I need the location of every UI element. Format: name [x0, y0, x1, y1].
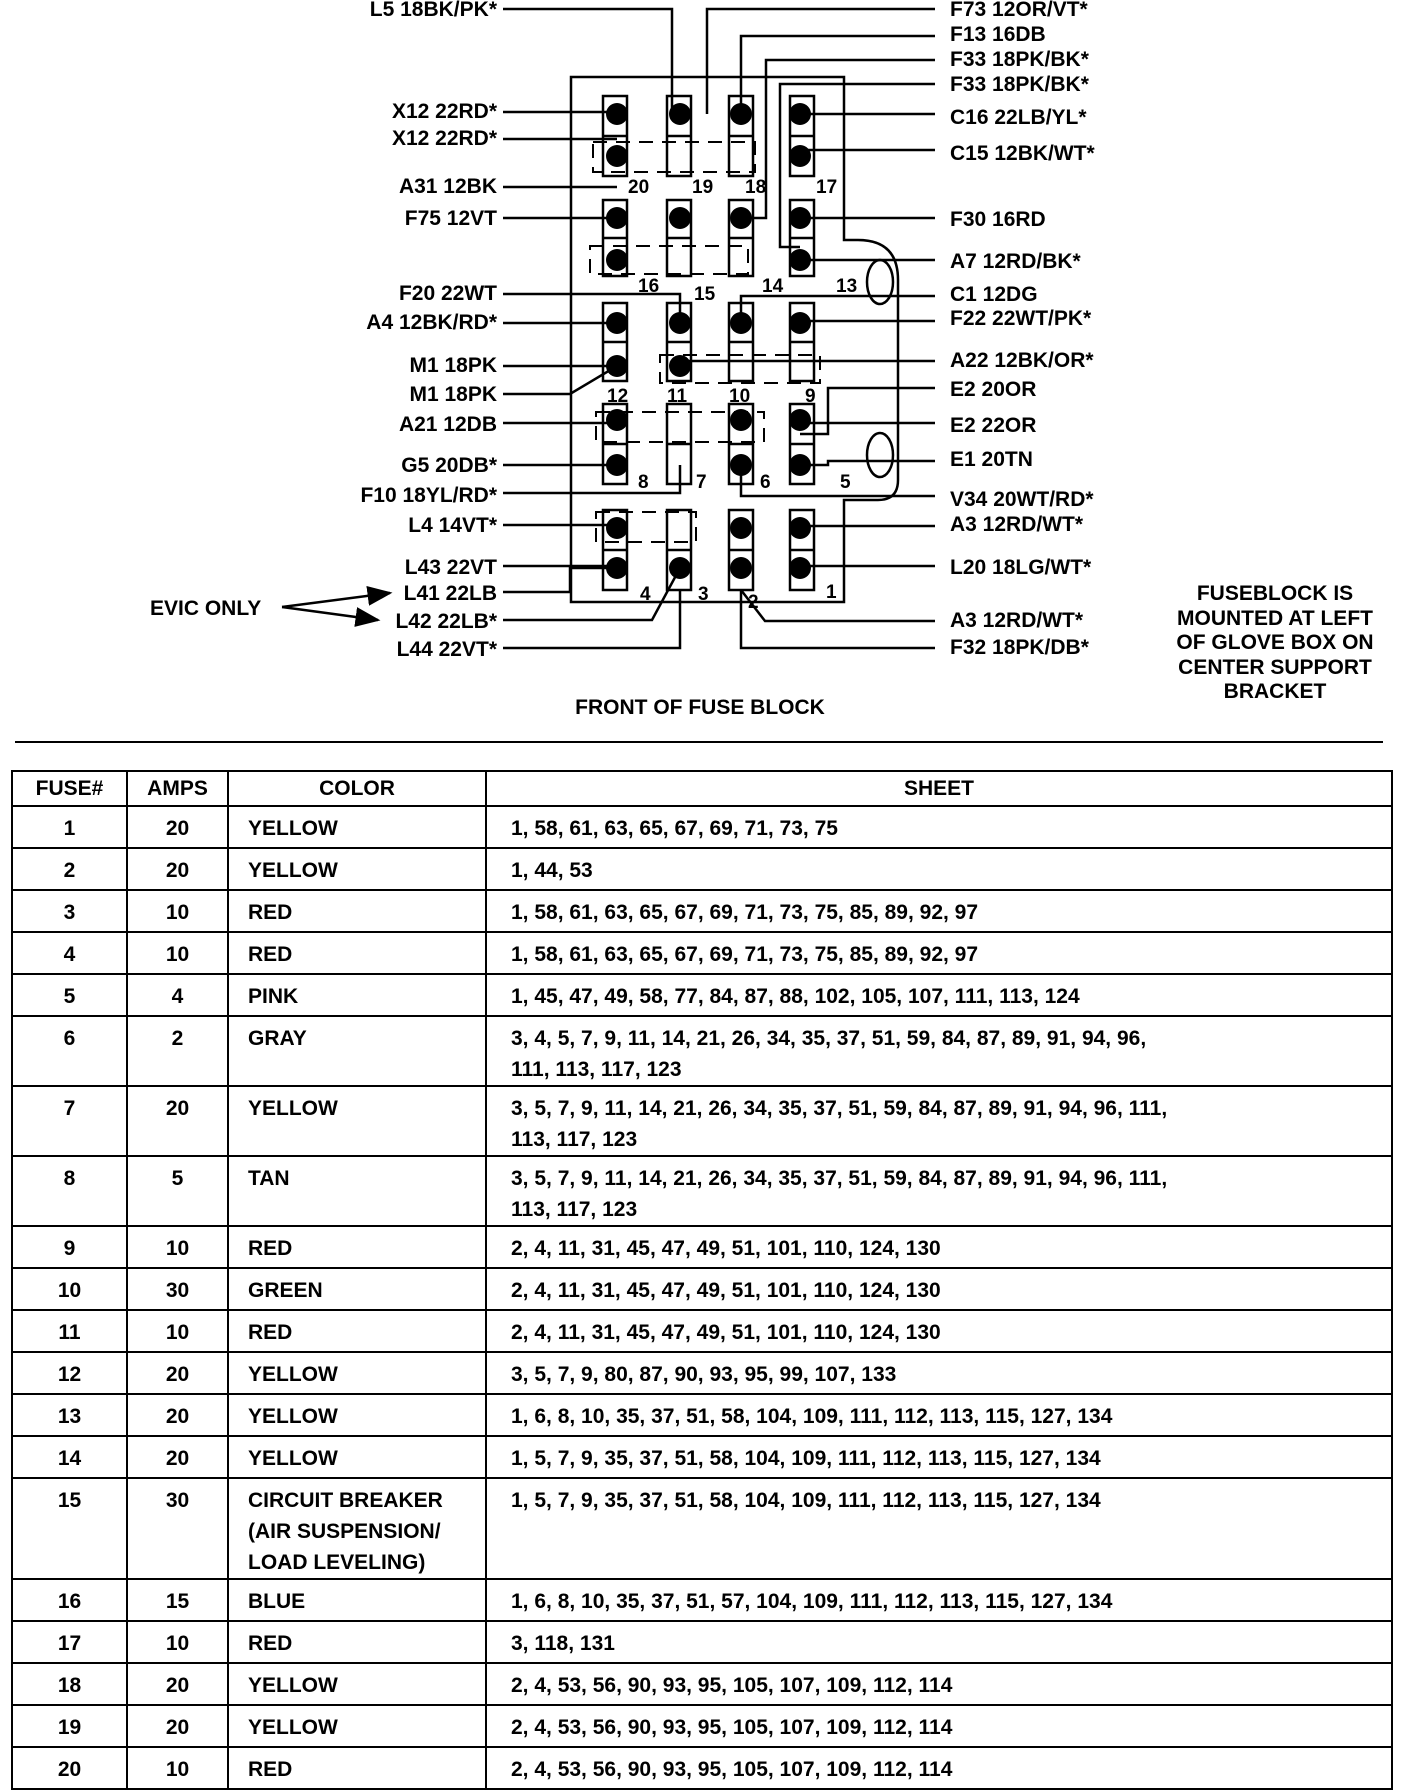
table-header-row — [12, 771, 1392, 806]
sheet-text: 1, 6, 8, 10, 35, 37, 51, 58, 104, 109, 111, 112, 113, 115, 127, 134 — [511, 1405, 1113, 1428]
wire-label-c1: C1 12DG — [950, 283, 1038, 306]
sheet-text: 1, 5, 7, 9, 35, 37, 51, 58, 104, 109, 111, 112, 113, 115, 127, 134 — [511, 1447, 1101, 1470]
sheet-text: 2, 4, 53, 56, 90, 93, 95, 105, 107, 109, 112, 114 — [511, 1716, 953, 1739]
color-cell — [228, 1579, 486, 1621]
color-cell — [228, 1663, 486, 1705]
sheet-text: 2, 4, 11, 31, 45, 47, 49, 51, 101, 110, 124, 130 — [511, 1321, 941, 1344]
color-cell — [228, 1705, 486, 1747]
wire-label-a7: A7 12RD/BK* — [950, 250, 1081, 273]
wire-label-c15: C15 12BK/WT* — [950, 142, 1095, 165]
section-divider — [15, 741, 1383, 743]
table-row — [12, 1016, 1392, 1086]
wire-label-l5: L5 18BK/PK* — [369, 0, 497, 21]
terminal-dot — [669, 355, 691, 377]
terminal-dot — [669, 312, 691, 334]
evic-only-callout — [150, 593, 390, 620]
fuse-number-cell: 4 — [12, 932, 127, 974]
header-color: COLOR — [228, 771, 486, 806]
sheet-cell — [486, 1156, 1392, 1226]
wire-lead — [741, 590, 935, 648]
wire-label-f33a: F33 18PK/BK* — [950, 48, 1089, 71]
wire-label-l44: L44 22VT* — [396, 638, 497, 661]
wire-label-l43: L43 22VT — [404, 556, 497, 579]
sheet-cell — [486, 1663, 1392, 1705]
wire-label-a3a: A3 12RD/WT* — [950, 513, 1084, 536]
header-fuse: FUSE# — [12, 771, 127, 806]
fuse-number-20: 20 — [628, 177, 650, 198]
mounting-note-line: FUSEBLOCK IS — [1196, 582, 1354, 605]
wire-lead — [741, 590, 935, 621]
sheet-cell — [486, 1747, 1392, 1789]
terminal-dot — [606, 454, 628, 476]
table-row — [12, 1705, 1392, 1747]
table-row — [12, 1621, 1392, 1663]
color-text: YELLOW — [248, 1674, 338, 1697]
wire-label-m1a: M1 18PK — [409, 354, 497, 377]
fuse-number-16: 16 — [638, 276, 660, 297]
color-text: CIRCUIT BREAKER — [248, 1489, 443, 1512]
wire-label-l4: L4 14VT* — [408, 514, 497, 537]
terminal-dot — [730, 557, 752, 579]
wire-label-l20: L20 18LG/WT* — [950, 556, 1092, 579]
table-row — [12, 1086, 1392, 1156]
sheet-text: 1, 45, 47, 49, 58, 77, 84, 87, 88, 102, 105, 107, 111, 113, 124 — [511, 985, 1080, 1008]
mounting-note — [1150, 582, 1400, 705]
terminal-dot — [606, 517, 628, 539]
amps-cell: 4 — [127, 974, 228, 1016]
amps-cell: 10 — [127, 1226, 228, 1268]
amps-cell: 10 — [127, 890, 228, 932]
wire-label-l42: L42 22LB* — [395, 610, 497, 633]
table-row — [12, 1747, 1392, 1789]
table-row — [12, 1579, 1392, 1621]
sheet-text: 3, 5, 7, 9, 11, 14, 21, 26, 34, 35, 37, 51, 59, 84, 87, 89, 91, 94, 96, 111, — [511, 1097, 1168, 1120]
table-row — [12, 932, 1392, 974]
terminal-dot — [789, 249, 811, 271]
sheet-text: 1, 5, 7, 9, 35, 37, 51, 58, 104, 109, 111, 112, 113, 115, 127, 134 — [511, 1489, 1101, 1512]
wire-label-a22: A22 12BK/OR* — [950, 349, 1094, 372]
fuse-number-cell: 8 — [12, 1156, 127, 1226]
fuse-number-cell: 12 — [12, 1352, 127, 1394]
fuse-number-4: 4 — [640, 584, 651, 605]
wire-label-a4: A4 12BK/RD* — [366, 311, 497, 334]
header-amps: AMPS — [127, 771, 228, 806]
fuse-number-cell: 19 — [12, 1705, 127, 1747]
sheet-text: 1, 58, 61, 63, 65, 67, 69, 71, 73, 75 — [511, 817, 838, 840]
color-text: RED — [248, 1321, 293, 1344]
amps-cell: 20 — [127, 1663, 228, 1705]
wire-label-f13: F13 16DB — [950, 23, 1046, 46]
fuse-number-11: 11 — [667, 386, 688, 407]
fuse-number-cell: 11 — [12, 1310, 127, 1352]
sheet-text: 1, 44, 53 — [511, 859, 593, 882]
evic-only-label: EVIC ONLY — [150, 597, 262, 620]
terminal-dot — [789, 557, 811, 579]
fuse-number-cell: 5 — [12, 974, 127, 1016]
sheet-text: 3, 118, 131 — [511, 1632, 615, 1655]
sheet-cell — [486, 1016, 1392, 1086]
color-cell — [228, 1436, 486, 1478]
sheet-cell — [486, 1621, 1392, 1663]
table-row — [12, 974, 1392, 1016]
sheet-text: 1, 58, 61, 63, 65, 67, 69, 71, 73, 75, 85, 89, 92, 97 — [511, 943, 979, 966]
sheet-cell — [486, 1394, 1392, 1436]
color-cell — [228, 1156, 486, 1226]
wire-label-f20: F20 22WT — [398, 282, 497, 305]
sheet-cell — [486, 1579, 1392, 1621]
terminal-dot — [730, 454, 752, 476]
wire-lead — [503, 366, 617, 394]
color-cell — [228, 1226, 486, 1268]
terminal-dot — [789, 517, 811, 539]
color-text: YELLOW — [248, 1363, 338, 1386]
terminal-dot — [730, 207, 752, 229]
sheet-text: 2, 4, 11, 31, 45, 47, 49, 51, 101, 110, 124, 130 — [511, 1279, 941, 1302]
sheet-cell — [486, 932, 1392, 974]
color-cell — [228, 848, 486, 890]
color-text: RED — [248, 1237, 293, 1260]
sheet-cell — [486, 1268, 1392, 1310]
fuse-number-cell: 1 — [12, 806, 127, 848]
sheet-cell — [486, 1086, 1392, 1156]
table-row — [12, 1156, 1392, 1226]
table-row — [12, 806, 1392, 848]
wire-lead — [503, 294, 680, 323]
wire-label-x12a: X12 22RD* — [391, 100, 497, 123]
wire-label-a3b: A3 12RD/WT* — [950, 609, 1084, 632]
terminal-dot — [606, 103, 628, 125]
color-cell — [228, 1394, 486, 1436]
terminal-dot — [789, 454, 811, 476]
color-text: GRAY — [248, 1027, 307, 1050]
fuse-number-cell: 15 — [12, 1478, 127, 1579]
color-text: RED — [248, 943, 293, 966]
color-text: YELLOW — [248, 817, 338, 840]
terminal-dot — [730, 517, 752, 539]
color-text: RED — [248, 1632, 293, 1655]
amps-cell: 10 — [127, 932, 228, 974]
fuse-number-cell: 9 — [12, 1226, 127, 1268]
table-row — [12, 890, 1392, 932]
wire-lead — [741, 36, 935, 114]
wire-label-f22: F22 22WT/PK* — [950, 307, 1092, 330]
table-row — [12, 1226, 1392, 1268]
fuse-number-cell: 7 — [12, 1086, 127, 1156]
color-text: YELLOW — [248, 859, 338, 882]
fuse-number-cell: 17 — [12, 1621, 127, 1663]
color-text: (AIR SUSPENSION/ — [248, 1520, 441, 1543]
amps-cell: 10 — [127, 1747, 228, 1789]
fuse-number-13: 13 — [836, 276, 858, 297]
table-row — [12, 1394, 1392, 1436]
fuse-number-8: 8 — [638, 472, 649, 493]
fuse-table — [11, 770, 1393, 1790]
color-cell — [228, 1352, 486, 1394]
color-cell — [228, 1016, 486, 1086]
wire-label-v34: V34 20WT/RD* — [950, 488, 1094, 511]
fuse-number-cell: 16 — [12, 1579, 127, 1621]
amps-cell: 20 — [127, 1352, 228, 1394]
wire-label-m1b: M1 18PK — [409, 383, 497, 406]
wire-label-e2a: E2 20OR — [950, 378, 1037, 401]
mounting-note-line: CENTER SUPPORT — [1178, 655, 1372, 679]
sheet-cell — [486, 1310, 1392, 1352]
amps-cell: 10 — [127, 1310, 228, 1352]
wire-label-a21: A21 12DB — [398, 413, 497, 436]
sheet-text: 2, 4, 53, 56, 90, 93, 95, 105, 107, 109, 112, 114 — [511, 1758, 953, 1781]
fuse-number-14: 14 — [762, 276, 784, 297]
fuse-number-5: 5 — [840, 472, 851, 493]
amps-cell: 30 — [127, 1268, 228, 1310]
terminal-dot — [730, 409, 752, 431]
terminal-dot — [789, 409, 811, 431]
color-text: YELLOW — [248, 1447, 338, 1470]
color-text: RED — [248, 901, 293, 924]
sheet-text: 1, 58, 61, 63, 65, 67, 69, 71, 73, 75, 85, 89, 92, 97 — [511, 901, 979, 924]
terminal-dot — [789, 207, 811, 229]
terminal-dot — [789, 145, 811, 167]
color-text: GREEN — [248, 1279, 323, 1302]
color-cell — [228, 932, 486, 974]
sheet-text: 3, 4, 5, 7, 9, 11, 14, 21, 26, 34, 35, 37, 51, 59, 84, 87, 89, 91, 94, 96, — [511, 1027, 1147, 1050]
terminal-dot — [669, 103, 691, 125]
color-text: PINK — [248, 985, 299, 1008]
color-text: YELLOW — [248, 1405, 338, 1428]
fuse-number-cell: 2 — [12, 848, 127, 890]
color-text: LOAD LEVELING) — [248, 1551, 426, 1574]
color-cell — [228, 1310, 486, 1352]
table-row — [12, 1268, 1392, 1310]
color-text: BLUE — [248, 1590, 306, 1613]
color-cell — [228, 806, 486, 848]
amps-cell: 20 — [127, 1436, 228, 1478]
terminal-dot — [730, 312, 752, 334]
table-row — [12, 1663, 1392, 1705]
table-row — [12, 1310, 1392, 1352]
mounting-note-line: BRACKET — [1223, 680, 1327, 703]
terminal-dot — [730, 103, 752, 125]
wire-lead — [503, 568, 680, 620]
fuse-number-19: 19 — [692, 177, 714, 198]
wire-label-a31: A31 12BK — [398, 175, 497, 198]
terminal-dot — [789, 312, 811, 334]
wire-label-f30: F30 16RD — [950, 208, 1046, 231]
sheet-cell — [486, 848, 1392, 890]
amps-cell: 30 — [127, 1478, 228, 1579]
header-sheet: SHEET — [486, 771, 1392, 806]
wire-label-e2b: E2 22OR — [950, 414, 1037, 437]
sheet-text: 3, 5, 7, 9, 80, 87, 90, 93, 95, 99, 107, 133 — [511, 1363, 897, 1386]
table-row — [12, 848, 1392, 890]
sheet-text: 3, 5, 7, 9, 11, 14, 21, 26, 34, 35, 37, 51, 59, 84, 87, 89, 91, 94, 96, 111, — [511, 1167, 1168, 1190]
wire-label-c16: C16 22LB/YL* — [950, 106, 1087, 129]
sheet-cell — [486, 1226, 1392, 1268]
wire-lead — [503, 568, 617, 592]
sheet-text: 113, 117, 123 — [511, 1128, 638, 1151]
table-row — [12, 1478, 1392, 1579]
color-text: YELLOW — [248, 1716, 338, 1739]
fuse-number-cell: 10 — [12, 1268, 127, 1310]
fuse-number-cell: 13 — [12, 1394, 127, 1436]
wire-lead — [800, 388, 935, 434]
color-cell — [228, 1478, 486, 1579]
terminal-dot — [669, 207, 691, 229]
sheet-cell — [486, 1705, 1392, 1747]
fuse-number-cell: 18 — [12, 1663, 127, 1705]
sheet-text: 111, 113, 117, 123 — [511, 1058, 682, 1081]
sheet-cell — [486, 1436, 1392, 1478]
wire-lead — [741, 296, 935, 323]
fuse-number-12: 12 — [607, 386, 629, 407]
sheet-text: 2, 4, 53, 56, 90, 93, 95, 105, 107, 109, 112, 114 — [511, 1674, 953, 1697]
fuse-number-3: 3 — [698, 584, 709, 605]
fuse-number-1: 1 — [826, 582, 837, 603]
sheet-text: 2, 4, 11, 31, 45, 47, 49, 51, 101, 110, 124, 130 — [511, 1237, 941, 1260]
color-cell — [228, 1268, 486, 1310]
terminal-dot — [606, 249, 628, 271]
sheet-cell — [486, 806, 1392, 848]
sheet-text: 1, 6, 8, 10, 35, 37, 51, 57, 104, 109, 111, 112, 113, 115, 127, 134 — [511, 1590, 1113, 1613]
fuse-number-cell: 6 — [12, 1016, 127, 1086]
color-cell — [228, 1621, 486, 1663]
table-row — [12, 1352, 1392, 1394]
amps-cell: 2 — [127, 1016, 228, 1086]
mounting-note-line: OF GLOVE BOX ON — [1176, 631, 1374, 654]
wire-label-x12b: X12 22RD* — [391, 127, 497, 150]
color-cell — [228, 1747, 486, 1789]
fuse-number-15: 15 — [694, 284, 716, 305]
fuse-number-9: 9 — [805, 386, 816, 407]
color-cell — [228, 974, 486, 1016]
terminal-dot — [606, 207, 628, 229]
sheet-cell — [486, 890, 1392, 932]
sheet-text: 113, 117, 123 — [511, 1198, 638, 1221]
amps-cell: 15 — [127, 1579, 228, 1621]
wire-label-f73: F73 12OR/VT* — [950, 0, 1088, 21]
fuse-number-cell: 3 — [12, 890, 127, 932]
terminal-dot — [606, 355, 628, 377]
wire-label-e1: E1 20TN — [950, 448, 1033, 471]
color-cell — [228, 890, 486, 932]
terminal-dot — [606, 145, 628, 167]
amps-cell: 20 — [127, 1394, 228, 1436]
terminal-dot — [606, 557, 628, 579]
fuse-number-6: 6 — [760, 472, 771, 493]
color-text: RED — [248, 1758, 293, 1781]
sheet-cell — [486, 974, 1392, 1016]
sheet-cell — [486, 1478, 1392, 1579]
wire-label-l41: L41 22LB — [403, 582, 497, 605]
terminal-dot — [606, 312, 628, 334]
fuse-number-cell: 20 — [12, 1747, 127, 1789]
terminal-dot — [669, 557, 691, 579]
color-text: YELLOW — [248, 1097, 338, 1120]
wire-label-f75: F75 12VT — [404, 207, 497, 230]
wire-lead — [503, 9, 672, 114]
fuse-number-cell: 14 — [12, 1436, 127, 1478]
mounting-note-line: MOUNTED AT LEFT — [1177, 606, 1373, 630]
terminal-dot — [606, 409, 628, 431]
amps-cell: 20 — [127, 1086, 228, 1156]
fuse-number-2: 2 — [748, 592, 759, 613]
color-text: TAN — [248, 1167, 290, 1190]
amps-cell: 20 — [127, 1705, 228, 1747]
amps-cell: 5 — [127, 1156, 228, 1226]
table-row — [12, 1436, 1392, 1478]
wire-label-f33b: F33 18PK/BK* — [950, 73, 1089, 96]
color-cell — [228, 1086, 486, 1156]
fuse-number-18: 18 — [745, 177, 767, 198]
amps-cell: 20 — [127, 806, 228, 848]
amps-cell: 10 — [127, 1621, 228, 1663]
wire-label-f10: F10 18YL/RD* — [360, 484, 497, 507]
wire-label-f32: F32 18PK/DB* — [950, 636, 1089, 659]
wire-label-g5: G5 20DB* — [401, 454, 497, 477]
amps-cell: 20 — [127, 848, 228, 890]
fuse-number-17: 17 — [816, 177, 838, 198]
fuse-number-7: 7 — [696, 472, 707, 493]
fuse-number-10: 10 — [729, 386, 751, 407]
sheet-cell — [486, 1352, 1392, 1394]
terminal-dot — [789, 103, 811, 125]
wire-lead — [503, 465, 680, 493]
diagram-caption: FRONT OF FUSE BLOCK — [575, 696, 825, 719]
